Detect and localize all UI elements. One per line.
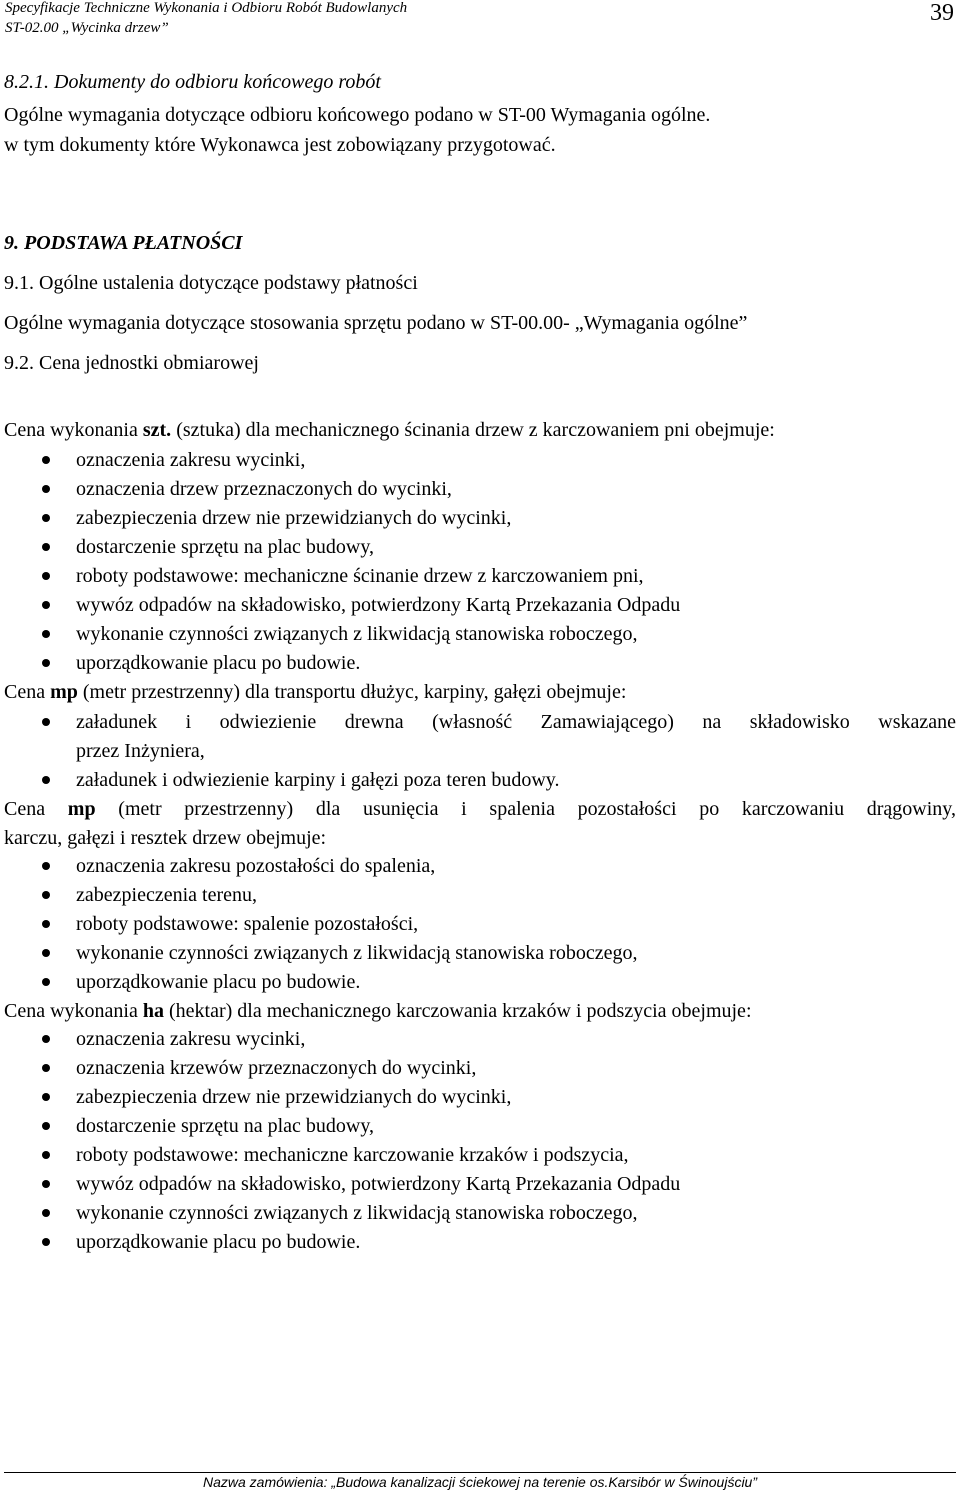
section-92-heading: 9.2. Cena jednostki obmiarowej [4, 352, 259, 374]
bullet-icon [42, 1035, 50, 1043]
bullet-icon [42, 1209, 50, 1217]
page-number: 39 [930, 0, 954, 26]
bullet-icon [42, 978, 50, 986]
bullet-icon [42, 1238, 50, 1246]
unit-mp: mp [67, 798, 96, 820]
list-item-text: zabezpieczenia terenu, [76, 884, 257, 906]
footer-divider [4, 1472, 956, 1473]
list-item [0, 852, 960, 881]
list-item-text: roboty podstawowe: spalenie pozostałości, [76, 913, 419, 935]
section-9-heading: 9. PODSTAWA PŁATNOŚCI [4, 232, 243, 254]
bullet-icon [42, 572, 50, 580]
list-item-text: zabezpieczenia drzew nie przewidzianych do wycinki, [76, 507, 512, 529]
bullet-icon [42, 949, 50, 957]
price-mp-transport-intro [4, 678, 626, 707]
bullet-icon [42, 456, 50, 464]
price-mp-burn-rest: (metr przestrzenny) dla usunięcia i spalenia pozostałości po karczowaniu drągowiny, [95, 798, 956, 820]
bullet-icon [42, 543, 50, 551]
list-item-text: uporządkowanie placu po budowie. [76, 652, 361, 674]
bullet-icon [42, 659, 50, 667]
bullet-icon [42, 1180, 50, 1188]
bullet-icon [42, 718, 50, 726]
list-item-text: uporządkowanie placu po budowie. [76, 971, 361, 993]
list-item [0, 620, 960, 649]
list-item [0, 591, 960, 620]
unit-szt: szt. [142, 419, 172, 441]
list-item-text: dostarczenie sprzętu na plac budowy, [76, 536, 375, 558]
list-item [0, 446, 960, 475]
bullet-icon [42, 920, 50, 928]
list-item [0, 1083, 960, 1112]
list-item-text: uporządkowanie placu po budowie. [76, 1231, 361, 1253]
list-item [0, 968, 960, 997]
list-item-text-continuation: przez Inżyniera, [76, 740, 205, 762]
list-item-text: roboty podstawowe: mechaniczne karczowanie krzaków i podszycia, [76, 1144, 629, 1166]
price-ha-prefix: Cena wykonania [4, 1000, 143, 1022]
list-item-text: dostarczenie sprzętu na plac budowy, [76, 1115, 375, 1137]
section-91-text: Ogólne wymagania dotyczące stosowania sprzętu podano w ST-00.00- „Wymagania ogólne” [4, 312, 748, 334]
section-821-line1: Ogólne wymagania dotyczące odbioru końcowego podano w ST-00 Wymagania ogólne. [4, 104, 711, 126]
bullet-icon [42, 601, 50, 609]
list-item-text: wykonanie czynności związanych z likwidacją stanowiska roboczego, [76, 1202, 638, 1224]
list-item-text: wywóz odpadów na składowisko, potwierdzony Kartą Przekazania Odpadu [76, 594, 681, 616]
bullet-icon [42, 776, 50, 784]
list-item-text: załadunek i odwiezienie karpiny i gałęzi poza teren budowy. [76, 769, 560, 791]
list-item-text: oznaczenia drzew przeznaczonych do wycinki, [76, 478, 452, 500]
list-item [0, 910, 960, 939]
list-item [0, 1228, 960, 1257]
list-item [0, 475, 960, 504]
list-item-text: załadunek i odwiezienie drewna (własność Zamawiającego) na składowisko wskazane [76, 711, 956, 733]
section-821-line2: w tym dokumenty które Wykonawca jest zobowiązany przygotować. [4, 134, 556, 156]
list-item [0, 766, 960, 795]
footer-order-name: Nazwa zamówienia: „Budowa kanalizacji ściekowej na terenie os.Karsibór w Świnoujściu” [202, 1474, 758, 1490]
list-item-text: oznaczenia zakresu wycinki, [76, 449, 306, 471]
bullet-icon [42, 514, 50, 522]
section-91-heading: 9.1. Ogólne ustalenia dotyczące podstawy płatności [4, 272, 418, 294]
document-header-spec-code: ST-02.00 „Wycinka drzew” [5, 20, 169, 36]
list-item [0, 1141, 960, 1170]
list-item-text: wykonanie czynności związanych z likwidacją stanowiska roboczego, [76, 942, 638, 964]
list-item [0, 504, 960, 533]
list-item-text: zabezpieczenia drzew nie przewidzianych do wycinki, [76, 1086, 512, 1108]
bullet-icon [42, 485, 50, 493]
bullet-icon [42, 1093, 50, 1101]
list-item [0, 1170, 960, 1199]
price-mp-burn-intro [4, 795, 956, 824]
bullet-icon [42, 1151, 50, 1159]
list-item [0, 1054, 960, 1083]
unit-mp: mp [50, 681, 78, 703]
list-item [0, 881, 960, 910]
bullet-icon [42, 1064, 50, 1072]
list-item-text: oznaczenia zakresu pozostałości do spalenia, [76, 855, 436, 877]
list-item [0, 1199, 960, 1228]
list-item-text: oznaczenia krzewów przeznaczonych do wycinki, [76, 1057, 477, 1079]
price-ha-intro [4, 997, 752, 1026]
list-item-text: roboty podstawowe: mechaniczne ścinanie drzew z karczowaniem pni, [76, 565, 644, 587]
document-header-title: Specyfikacje Techniczne Wykonania i Odbioru Robót Budowlanych [5, 0, 408, 16]
bullet-icon [42, 630, 50, 638]
list-item-text: oznaczenia zakresu wycinki, [76, 1028, 306, 1050]
list-item-text: wykonanie czynności związanych z likwidacją stanowiska roboczego, [76, 623, 638, 645]
list-item [0, 939, 960, 968]
unit-ha: ha [142, 1000, 164, 1022]
price-mp-burn-intro-line2: karczu, gałęzi i resztek drzew obejmuje: [4, 827, 327, 849]
list-item [0, 533, 960, 562]
price-szt-intro [4, 416, 775, 445]
bullet-icon [42, 1122, 50, 1130]
bullet-icon [42, 862, 50, 870]
price-szt-intro-prefix: Cena wykonania [4, 419, 143, 441]
price-mp-transport-prefix: Cena [4, 681, 51, 703]
list-item [0, 708, 960, 737]
list-item [0, 649, 960, 678]
price-ha-rest: (hektar) dla mechanicznego karczowania krzaków i podszycia obejmuje: [163, 1000, 752, 1022]
section-821-heading: 8.2.1. Dokumenty do odbioru końcowego robót [4, 71, 381, 93]
price-szt-intro-rest: (sztuka) dla mechanicznego ścinania drzew z karczowaniem pni obejmuje: [171, 419, 775, 441]
price-mp-burn-prefix: Cena [4, 798, 68, 820]
price-mp-transport-rest: (metr przestrzenny) dla transportu dłużyc, karpiny, gałęzi obejmuje: [77, 681, 627, 703]
bullet-icon [42, 891, 50, 899]
list-item-text: wywóz odpadów na składowisko, potwierdzony Kartą Przekazania Odpadu [76, 1173, 681, 1195]
list-item [0, 1112, 960, 1141]
list-item [0, 562, 960, 591]
list-item [0, 1025, 960, 1054]
